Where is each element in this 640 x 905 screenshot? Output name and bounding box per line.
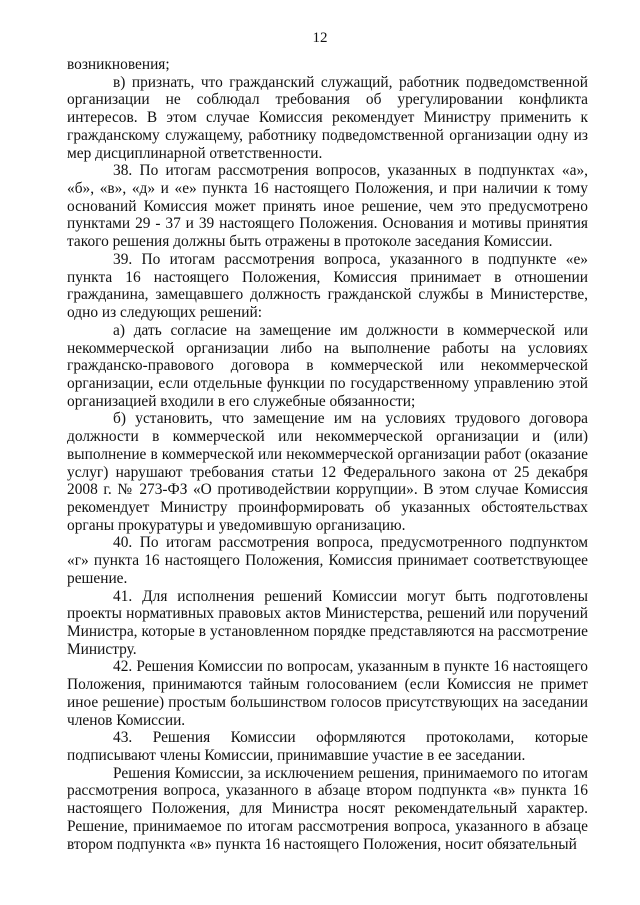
paragraph-39-a: а) дать согласие на замещение им должности в коммерческой или некоммерческой организации либо на выполнение работы на условиях гражданско-правового договора в коммерческой или некоммерческой организации, если отдельные функции по государственному управлению этой организацией входили в его служебные обязанности; <box>67 321 588 410</box>
paragraph-43: 43. Решения Комиссии оформляются протоколами, которые подписывают члены Комиссии, принимавшие участие в ее заседании. <box>67 729 588 765</box>
paragraph-41: 41. Для исполнения решений Комиссии могут быть подготовлены проекты нормативных правовых актов Министерства, решений или поручений Министра, которые в установленном порядке представляются на рассмотрение Министру. <box>67 587 588 658</box>
paragraph-subitem-v: в) признать, что гражданский служащий, работник подведомственной организации не соблюдал требования об урегулировании конфликта интересов. В этом случае Комиссия рекомендует Министру применить к гражданскому служащему, работнику подведомственной организации одну из мер дисциплинарной ответственности. <box>67 73 588 162</box>
paragraph-42: 42. Решения Комиссии по вопросам, указанным в пункте 16 настоящего Положения, принимаются тайным голосованием (если Комиссия не примет иное решение) простым большинством голосов присутствующих на заседании членов Комиссии. <box>67 658 588 729</box>
body-text <box>67 56 588 853</box>
paragraph-39-b: б) установить, что замещение им на условиях трудового договора должности в коммерческой или некоммерческой организации и (или) выполнение в коммерческой или некоммерческой организации работ (оказание услуг) нарушают требования статьи 12 Федерального закона от 25 декабря 2008 г. № 273-ФЗ «О противодействии коррупции». В этом случае Комиссия рекомендует Министру проинформировать об указанных обстоятельствах органы прокуратуры и уведомившую организацию. <box>67 410 588 534</box>
paragraph-decisions: Решения Комиссии, за исключением решения, принимаемого по итогам рассмотрения вопроса, указанного в абзаце втором подпункта «в» пункта 16 настоящего Положения, для Министра носят рекомендательный характер. Решение, принимаемое по итогам рассмотрения вопроса, указанного в абзаце втором подпункта «в» пункта 16 настоящего Положения, носит обязательный <box>67 764 588 853</box>
paragraph-40: 40. По итогам рассмотрения вопроса, предусмотренного подпунктом «г» пункта 16 настоящего Положения, Комиссия принимает соответствующее решение. <box>67 534 588 587</box>
paragraph-38: 38. По итогам рассмотрения вопросов, указанных в подпунктах «а», «б», «в», «д» и «е» пункта 16 настоящего Положения, и при наличии к тому оснований Комиссия может принять иное решение, чем это предусмотрено пунктами 29 - 37 и 39 настоящего Положения. Основания и мотивы принятия такого решения должны быть отражены в протоколе заседания Комиссии. <box>67 162 588 251</box>
paragraph-continuation: возникновения; <box>67 56 170 73</box>
paragraph-39: 39. По итогам рассмотрения вопроса, указанного в подпункте «е» пункта 16 настоящего Положения, Комиссия принимает в отношении гражданина, замещавшего должность гражданской службы в Министерстве, одно из следующих решений: <box>67 250 588 322</box>
page-number: 12 <box>312 30 328 46</box>
